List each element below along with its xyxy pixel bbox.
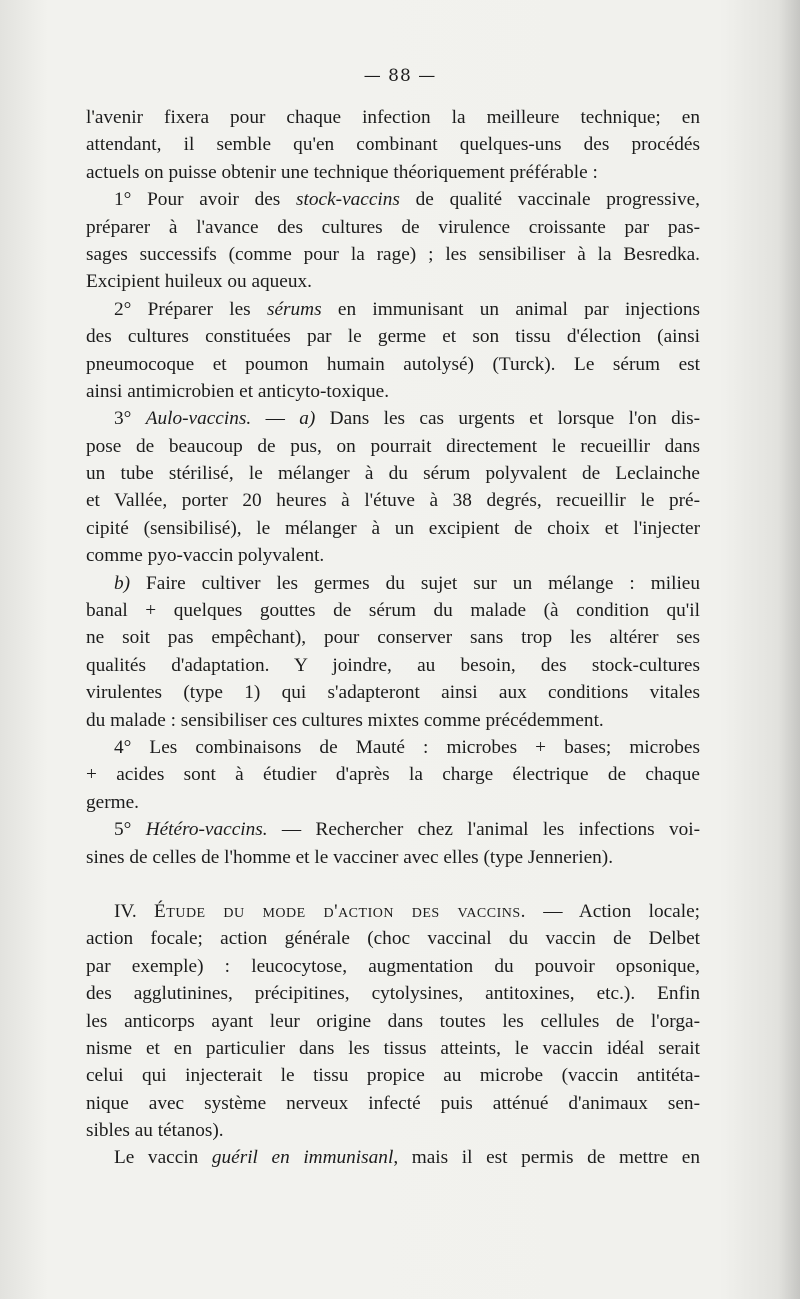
text-line: pneumocoque et poumon humain autolysé) (Turck). Le sérum est (86, 353, 700, 375)
page-edge-shadow (778, 0, 800, 1299)
text-line: 2° Préparer les sérums en immunisant un animal par injections (114, 298, 700, 320)
text-line: attendant, il semble qu'en combinant quelques-uns des procédés (86, 134, 700, 156)
text-line: sibles au tétanos). (86, 1120, 224, 1142)
text-line: du malade : sensibiliser ces cultures mixtes comme précédemment. (86, 709, 604, 731)
text-line: préparer à l'avance des cultures de virulence croissante par pas- (86, 216, 700, 238)
text-line: 5° Hétéro-vaccins. — Rechercher chez l'animal les infections voi- (114, 819, 701, 841)
text-line: b) Faire cultiver les germes du sujet sur un mélange : milieu (114, 572, 700, 594)
text-line: sages successifs (comme pour la rage) ; les sensibiliser à la Besredka. (86, 243, 700, 265)
text-line: et Vallée, porter 20 heures à l'étuve à 38 degrés, recueillir le pré- (86, 490, 700, 512)
text-line: banal + quelques gouttes de sérum du malade (à condition qu'il (86, 600, 700, 622)
text-line: nique avec système nerveux infecté puis atténué d'animaux sen- (86, 1092, 700, 1114)
text-line: 4° Les combinaisons de Mauté : microbes + bases; microbes (114, 736, 700, 758)
text-line: l'avenir fixera pour chaque infection la meilleure technique; en (86, 107, 700, 128)
text-line: qualités d'adaptation. Y joindre, au besoin, des stock-cultures (86, 654, 700, 676)
text-line: actuels on puisse obtenir une technique théoriquement préférable : (86, 161, 598, 183)
text-line: IV. Étude du mode d'action des vaccins. — Action locale; (114, 900, 701, 922)
text-line: celui qui injecterait le tissu propice au microbe (vaccin antitéta- (86, 1065, 700, 1087)
text-line: nisme et en particulier dans les tissus atteints, le vaccin idéal serait (86, 1037, 700, 1059)
text-line: des agglutinines, précipitines, cytolysines, antitoxines, etc.). Enfin (86, 983, 700, 1005)
text-line: Excipient huileux ou aqueux. (86, 271, 312, 293)
text-line: 1° Pour avoir des stock-vaccins de qualité vaccinale progressive, (114, 189, 700, 211)
text-line: les anticorps ayant leur origine dans toutes les cellules de l'orga- (86, 1010, 700, 1032)
text-line: sines de celles de l'homme et le vacciner avec elles (type Jennerien). (86, 846, 614, 868)
text-line: action focale; action générale (choc vaccinal du vaccin de Delbet (86, 928, 700, 950)
text-line: 3° Aulo-vaccins. — a) Dans les cas urgents et lorsque l'on dis- (114, 408, 700, 430)
paragraph-gap (86, 871, 700, 898)
page-number: — 88 — (363, 66, 437, 86)
text-line: ne soit pas empêchant), pour conserver sans trop les altérer ses (86, 627, 700, 649)
page-body-text (86, 104, 700, 1172)
text-line: un tube stérilisé, le mélanger à du sérum polyvalent de Leclainche (86, 463, 700, 485)
text-line: des cultures constituées par le germe et son tissu d'élection (ainsi (86, 326, 700, 348)
text-line: pose de beaucoup de pus, on pourrait directement le recueillir dans (86, 435, 700, 457)
text-line: par exemple) : leucocytose, augmentation du pouvoir opsonique, (86, 955, 700, 977)
text-line: ainsi antimicrobien et anticyto-toxique. (86, 380, 390, 402)
text-line: Le vaccin guéril en immunisanl, mais il est permis de mettre en (114, 1147, 701, 1169)
text-line: cipité (sensibilisé), le mélanger à un excipient de choix et l'injecter (86, 517, 700, 539)
text-line: virulentes (type 1) qui s'adapteront ainsi aux conditions vitales (86, 682, 700, 704)
text-line: germe. (86, 791, 139, 813)
text-line: + acides sont à étudier d'après la charge électrique de chaque (86, 764, 700, 786)
text-line: comme pyo-vaccin polyvalent. (86, 545, 325, 567)
